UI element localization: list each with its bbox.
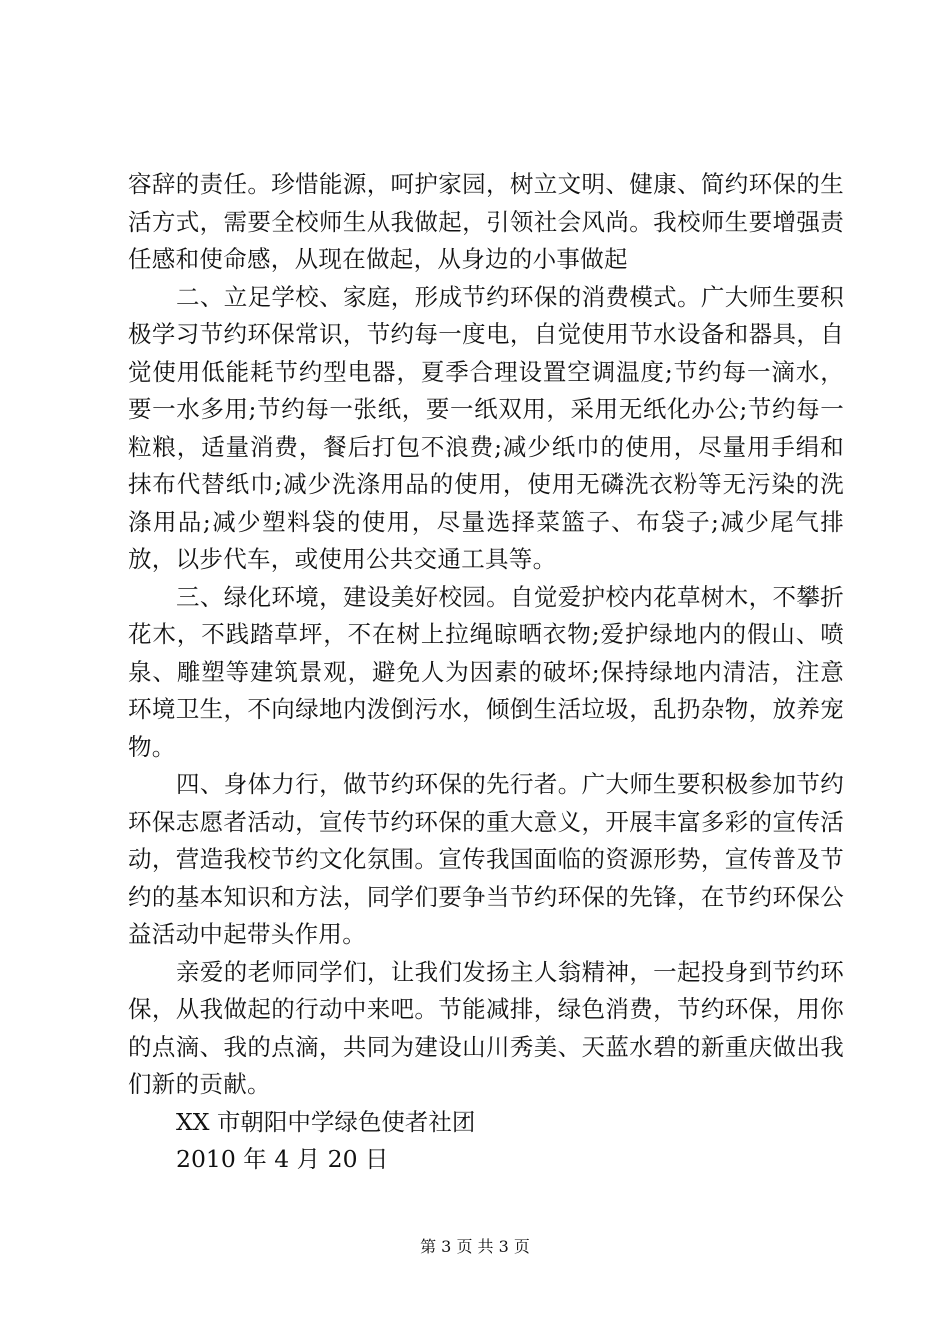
paragraph-section-2: 二、立足学校、家庭，形成节约环保的消费模式。广大师生要积极学习节约环保常识，节约每一度电，自觉使用节水设备和器具，自觉使用低能耗节约型电器，夏季合理设置空调温度;节约每一滴水，要一水多用;节约每一张纸，要一纸双用，采用无纸化办公;节约每一粒粮，适量消费，餐后打包不浪费;减少纸巾的使用，尽量用手绢和抹布代替纸巾;减少洗涤用品的使用，使用无磷洗衣粉等无污染的洗涤用品;减少塑料袋的使用，尽量选择菜篮子、布袋子;减少尾气排放，以步代车，或使用公共交通工具等。 <box>128 282 844 573</box>
paragraph-closing: 亲爱的老师同学们，让我们发扬主人翁精神，一起投身到节约环保，从我做起的行动中来吧。节能减排，绿色消费，节约环保，用你的点滴、我的点滴，共同为建设山川秀美、天蓝水碧的新重庆做出我们新的贡献。 <box>128 957 844 1098</box>
paragraph-section-3: 三、绿化环境，建设美好校园。自觉爱护校内花草树木，不攀折花木，不践踏草坪，不在树上拉绳晾晒衣物;爱护绿地内的假山、喷泉、雕塑等建筑景观，避免人为因素的破坏;保持绿地内清洁，注意环境卫生，不向绿地内泼倒污水，倾倒生活垃圾，乱扔杂物，放养宠物。 <box>128 582 844 761</box>
signature-organization: XX 市朝阳中学绿色使者社团 <box>176 1107 476 1136</box>
page-number-footer: 第 3 页 共 3 页 <box>420 1237 530 1256</box>
signature-date: 2010 年 4 月 20 日 <box>176 1145 389 1173</box>
paragraph-continuation: 容辞的责任。珍惜能源，呵护家园，树立文明、健康、简约环保的生活方式，需要全校师生从我做起，引领社会风尚。我校师生要增强责任感和使命感，从现在做起，从身边的小事做起 <box>128 170 844 273</box>
paragraph-section-4: 四、身体力行，做节约环保的先行者。广大师生要积极参加节约环保志愿者活动，宣传节约环保的重大意义，开展丰富多彩的宣传活动，营造我校节约文化氛围。宣传我国面临的资源形势，宣传普及节约的基本知识和方法，同学们要争当节约环保的先锋，在节约环保公益活动中起带头作用。 <box>128 770 844 948</box>
document-body <box>128 166 844 1179</box>
